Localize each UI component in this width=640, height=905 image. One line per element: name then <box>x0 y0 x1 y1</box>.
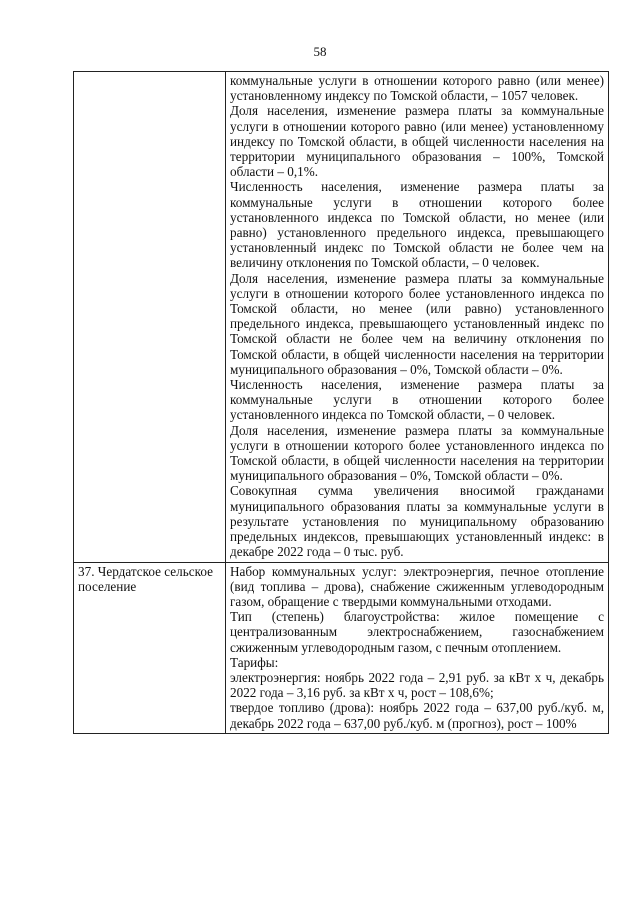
paragraph: электроэнергия: ноябрь 2022 года – 2,91 руб. за кВт х ч, декабрь 2022 года – 3,16 руб. за кВт х ч, рост – 108,6%; <box>230 669 604 701</box>
paragraph: Тип (степень) благоустройства: жилое помещение с централизованным электроснабжением, газоснабжением сжиженным углеводородным газом, с печным отоплением. <box>230 609 604 655</box>
municipality-name-cell <box>74 72 226 563</box>
paragraph: Численность населения, изменение размера платы за коммунальные услуги в отношении которого более установленного индекса по Томской области, но менее (или равно) установленного предельного индекса, превышающего установленный индекс по Томской области не более чем на величину отклонения по Томской области, – 0 человек. <box>230 179 604 271</box>
table-row <box>74 72 609 563</box>
paragraph: Набор коммунальных услуг: электроэнергия, печное отопление (вид топлива – дрова), снабжение сжиженным углеводородным газом, обращение с твердыми коммунальными отходами. <box>230 563 604 609</box>
municipality-table <box>73 71 609 734</box>
paragraph: Тарифы: <box>230 654 279 670</box>
municipality-name-cell: 37. Чердатское сельское поселение <box>74 562 226 733</box>
paragraph: Доля населения, изменение размера платы за коммунальные услуги в отношении которого более установленного индекса по Томской области, в общей численности населения на территории муниципального образования – 0%, Томской области – 0%. <box>230 422 604 484</box>
municipality-details-cell <box>226 72 609 563</box>
municipality-details-cell <box>226 562 609 733</box>
paragraph: Численность населения, изменение размера платы за коммунальные услуги в отношении которого более установленного индекса по Томской области, – 0 человек. <box>230 377 604 423</box>
paragraph: коммунальные услуги в отношении которого равно (или менее) установленному индексу по Томской области, – 1057 человек. <box>230 73 604 104</box>
paragraph: твердое топливо (дрова): ноябрь 2022 года – 637,00 руб./куб. м, декабрь 2022 года – 637,00 руб./куб. м (прогноз), рост – 100% <box>230 700 604 731</box>
table-row <box>74 562 609 733</box>
paragraph: Доля населения, изменение размера платы за коммунальные услуги в отношении которого более установленного индекса по Томской области, но менее (или равно) установленного предельного индекса, превышающего установленный индекс по Томской области не более чем на величину отклонения по Томской области, в общей численности населения на территории муниципального образования – 0%, Томской области – 0%. <box>230 270 604 377</box>
paragraph: Совокупная сумма увеличения вносимой гражданами муниципального образования платы за коммунальные услуги в результате установления по муниципальному образованию предельных индексов, превышающих установленный индекс: в декабре 2022 года – 0 тыс. руб. <box>230 483 604 560</box>
page-number: 58 <box>313 44 327 59</box>
paragraph: Доля населения, изменение размера платы за коммунальные услуги в отношении которого равно (или менее) установленному индексу по Томской области, в общей численности населения на территории муниципального образования – 100%, Томской области – 0,1%. <box>230 103 604 180</box>
